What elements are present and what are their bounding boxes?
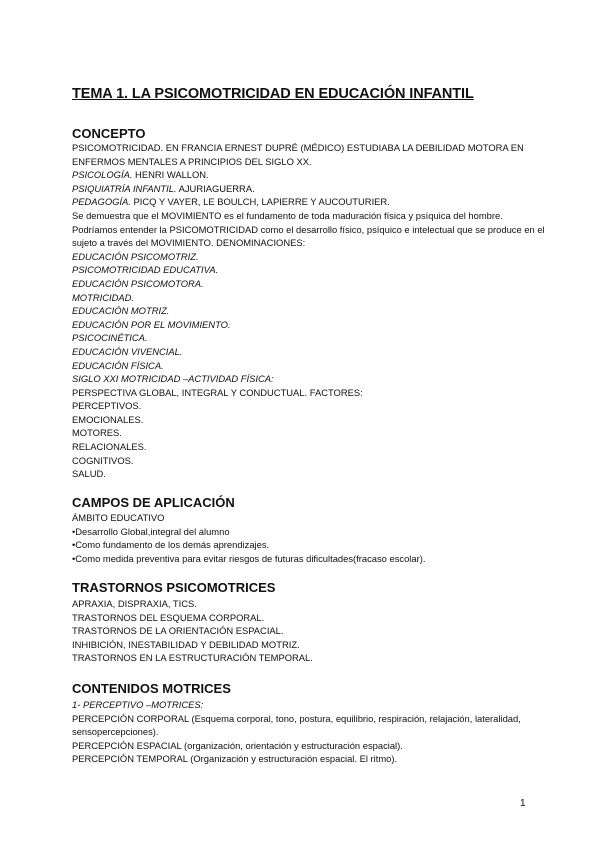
- text-line: INHIBICIÓN, INESTABILIDAD Y DEBILIDAD MOTRIZ.: [72, 638, 300, 650]
- text-line: RELACIONALES.: [72, 441, 147, 453]
- text-line: [72, 345, 548, 359]
- text-line: Se demuestra que el MOVIMIENTO es el fundamento de toda maduración física y psíquica del hombre.: [72, 209, 503, 221]
- text-line: PERCEPCIÓN TEMPORAL (Organización y estructuración espacial. El ritmo).: [72, 753, 398, 765]
- text-line: [72, 359, 548, 373]
- text-line: [72, 698, 548, 712]
- text-line: TRASTORNOS DEL ESQUEMA CORPORAL.: [72, 611, 265, 623]
- text-line: PERCEPCIÓN ESPACIAL (organización, orientación y estructuración espacial).: [72, 739, 403, 751]
- text-line: COGNITIVOS.: [72, 454, 134, 466]
- text-line: [72, 318, 548, 332]
- line-rest: AJURIAGUERRA.: [176, 182, 255, 194]
- italic-term: SIGLO XXI MOTRICIDAD –ACTIVIDAD FÍSICA:: [72, 373, 274, 385]
- text-line: PERSPECTIVA GLOBAL, INTEGRAL Y CONDUCTUAL. FACTORES:: [72, 386, 363, 398]
- section-campos: [72, 511, 548, 565]
- line-rest: HENRI WALLON.: [132, 169, 209, 181]
- text-line: [72, 168, 548, 182]
- text-line: •Como medida preventiva para evitar riesgos de futuras dificultades(fracaso escolar).: [72, 552, 426, 564]
- italic-term: EDUCACIÓN PSICOMOTORA.: [72, 277, 204, 289]
- italic-term: EDUCACIÓN POR EL MOVIMIENTO.: [72, 318, 231, 330]
- text-line: [72, 277, 548, 291]
- text-line: TRASTORNOS EN LA ESTRUCTURACIÓN TEMPORAL.: [72, 652, 313, 664]
- section-concepto: [72, 141, 548, 481]
- text-line: SALUD.: [72, 468, 106, 480]
- italic-term: 1- PERCEPTIVO –MOTRICES:: [72, 699, 204, 710]
- text-line: TRASTORNOS DE LA ORIENTACIÓN ESPACIAL.: [72, 625, 284, 637]
- heading-concepto: CONCEPTO: [72, 126, 146, 141]
- text-line: •Como fundamento de los demás aprendizajes.: [72, 539, 270, 551]
- text-line: [72, 291, 548, 305]
- italic-term: PSIQUIATRÍA INFANTIL.: [72, 182, 177, 194]
- italic-term: PEDAGOGÍA.: [72, 196, 131, 208]
- text-line: [72, 331, 548, 345]
- text-line: [72, 263, 548, 277]
- heading-contenidos: CONTENIDOS MOTRICES: [72, 681, 231, 696]
- italic-term: MOTRICIDAD.: [72, 291, 134, 303]
- text-line: APRAXIA, DISPRAXIA, TICS.: [72, 598, 197, 609]
- text-line: [72, 304, 548, 318]
- heading-trastornos: TRASTORNOS PSICOMOTRICES: [72, 580, 276, 595]
- page-title: TEMA 1. LA PSICOMOTRICIDAD EN EDUCACIÓN INFANTIL: [72, 86, 474, 102]
- text-line: PERCEPCIÓN CORPORAL (Esquema corporal, tono, postura, equilibrio, respiración, relajación, lateralidad, sensopercepciones).: [72, 712, 521, 738]
- text-line: EMOCIONALES.: [72, 413, 144, 425]
- line-rest: PICQ Y VAYER, LE BOULCH, LAPIERRE Y AUCOUTURIER.: [130, 196, 390, 208]
- text-line: [72, 250, 548, 264]
- italic-term: PSICOMOTRICIDAD EDUCATIVA.: [72, 264, 219, 276]
- italic-term: EDUCACIÓN MOTRIZ.: [72, 305, 170, 317]
- page-number: 1: [520, 798, 526, 809]
- italic-term: EDUCACIÓN PSICOMOTRIZ.: [72, 250, 199, 262]
- italic-term: EDUCACIÓN VIVENCIAL.: [72, 345, 183, 357]
- text-line: PERCEPTIVOS.: [72, 400, 142, 412]
- text-line: •Desarrollo Global,integral del alumno: [72, 525, 230, 537]
- section-trastornos: [72, 597, 548, 665]
- italic-term: PSICOLOGÍA.: [72, 169, 133, 181]
- text-line: MOTORES.: [72, 427, 122, 439]
- text-line: [72, 372, 548, 386]
- text-line: [72, 182, 548, 196]
- italic-term: EDUCACIÓN FÍSICA.: [72, 359, 164, 371]
- text-line: Podríamos entender la PSICOMOTRICIDAD como el desarrollo físico, psíquico e intelectual que se produce en el sujeto a través del MOVIMIENTO. DENOMINACIONES:: [72, 223, 545, 249]
- text-line: [72, 195, 548, 209]
- text-line: PSICOMOTRICIDAD. EN FRANCIA ERNEST DUPRÉ (MÉDICO) ESTUDIABA LA DEBILIDAD MOTORA EN ENFERMOS MENTALES A PRINCIPIOS DEL SIGLO XX.: [72, 142, 524, 167]
- italic-term: PSICOCINÉTICA.: [72, 332, 148, 344]
- section-contenidos: [72, 698, 548, 766]
- heading-campos: CAMPOS DE APLICACIÓN: [72, 495, 235, 510]
- text-line: ÁMBITO EDUCATIVO: [72, 512, 165, 523]
